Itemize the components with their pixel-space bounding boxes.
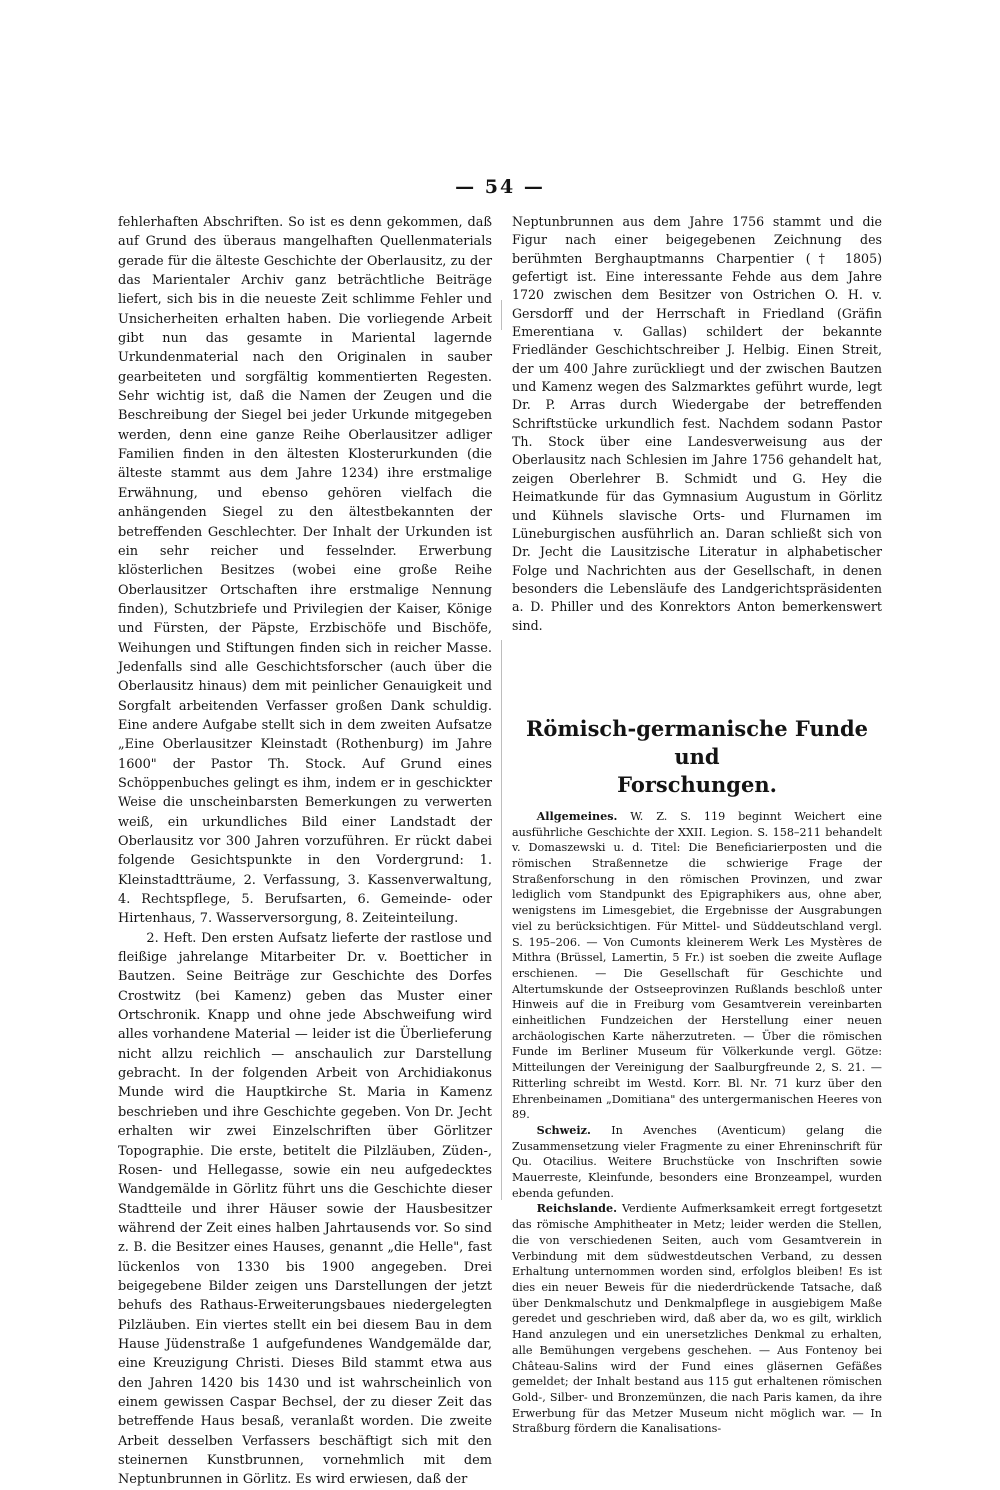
allgemeines-text: W. Z. S. 119 beginnt Weichert eine ausführliche Geschichte der XXII. Legion. S. 158–211 behandelt v. Domaszewski u. d. Titel: Die Beneficiarierposten und die römischen Straßennetze die schwierige Frage der Straßenforschung in den römischen Provinzen, und zwar lediglich vom Standpunkt des Epigraphikers aus, ohne aber, wenigstens im Limesgebiet, die Ergebnisse der Ausgrabungen viel zu berücksichtigen. Für Mittel- und Süddeutschland vergl. S. 195–206. — Von Cumonts kleinerem Werk Les Mystères de Mithra (Brüssel, Lamertin, 5 Fr.) ist soeben die zweite Auflage erschienen. — Die Gesellschaft für Geschichte und Altertumskunde der Ostseeprovinzen Rußlands beschloß unter Hinweis auf die in Freiburg vom Gesamtverein vereinbarten einheitlichen Fundzeichen der Herstellung einer neuen archäologischen Karte näherzutreten. — Über die römischen Funde im Berliner Museum für Völkerkunde vergl. Götze: Mitteilungen der Vereinigung der Saalburgfreunde 2, S. 21. — Ritterling schreibt im Westd. Korr. Bl. Nr. 71 kurz über den Ehrenbeinamen „Domitiana" des untergermanischen Heeres von 89. bbox=[512, 809, 882, 1122]
schweiz-text: In Avenches (Aventicum) gelang die Zusammensetzung vieler Fragmente zu einer Ehreninschrift für Qu. Otacilius. Weitere Bruchstücke von Inschriften sowie Mauerreste, Kleinfunde, besonders eine Bronzeampel, wurden ebenda gefunden. bbox=[512, 1123, 882, 1200]
left-paragraph-1: fehlerhaften Abschriften. So ist es denn gekommen, daß auf Grund des überaus mangelhaften Quellenmaterials gerade für die älteste Geschichte der Oberlausitz, zu der das Marientaler Archiv ganz beträchtliche Beiträge liefert, sich bis in die neueste Zeit schlimme Fehler und Unsicherheiten erhalten haben. Die vorliegende Arbeit gibt nun das gesamte in Mariental lagernde Urkundenmaterial nach den Originalen in sauber gearbeiteten und sorgfältig kommentierten Regesten. Sehr wichtig ist, daß die Namen der Zeugen und die Beschreibung der Siegel bei jeder Urkunde mitgegeben werden, denn eine ganze Reihe Oberlausitzer adliger Familien finden in den ältesten Klosterurkunden (die älteste stammt aus dem Jahre 1234) ihre erstmalige Erwähnung, und ebenso gehören vielfach die anhängenden Siegel zu den ältestbekannten der betreffenden Geschlechter. Der Inhalt der Urkunden ist ein sehr reicher und fesselnder. Erwerbung klösterlichen Besitzes (wobei eine große Reihe Oberlausitzer Ortschaften ihre erstmalige Nennung finden), Schutzbriefe und Privilegien der Kaiser, Könige und Fürsten, der Päpste, Erzbischöfe und Bischöfe, Weihungen und Stiftungen finden sich in reicher Masse. Jedenfalls sind alle Geschichtsforscher (auch über die Oberlausitz hinaus) dem mit peinlicher Genauigkeit und Sorgfalt arbeitenden Verfasser großen Dank schuldig. Eine andere Aufgabe stellt sich in dem zweiten Aufsatze „Eine Oberlausitzer Kleinstadt (Rothenburg) im Jahre 1600" der Pastor Th. Stock. Auf Grund eines Schöppenbuches gelingt es ihm, indem er in geschickter Weise die unscheinbarsten Bemerkungen zu verwerten weiß, ein urkundliches Bild einer Landstadt der Oberlausitz vor 300 Jahren vorzuführen. Er rückt dabei folgende Gesichtspunkte in den Vordergrund: 1. Kleinstadtträume, 2. Verfassung, 3. Kassenverwaltung, 4. Rechtspflege, 5. Berufsarten, 6. Gemeinde- oder Hirtenhaus, 7. Wasserversorgung, 8. Zeiteinteilung. bbox=[118, 215, 492, 927]
column-divider bbox=[501, 300, 502, 330]
section-heading-line-2: Forschungen. bbox=[617, 771, 777, 797]
allgemeines-lead: Allgemeines. bbox=[536, 808, 618, 823]
column-divider-lower bbox=[501, 640, 502, 1200]
reichslande-paragraph bbox=[512, 1201, 882, 1437]
allgemeines-paragraph bbox=[512, 809, 882, 1123]
page-number: — 54 — bbox=[455, 176, 545, 198]
schweiz-lead: Schweiz. bbox=[536, 1122, 591, 1137]
left-column bbox=[118, 213, 492, 1490]
schweiz-paragraph bbox=[512, 1123, 882, 1202]
left-paragraph-2: 2. Heft. Den ersten Aufsatz lieferte der rastlose und fleißige jahrelange Mitarbeiter Dr. v. Boetticher in Bautzen. Seine Beiträge zur Geschichte des Dorfes Crostwitz (bei Kamenz) geben das Muster einer Ortschronik. Knapp und ohne jede Abschweifung wird alles vorhandene Material — leider ist die Überlieferung nicht allzu reichlich — anschaulich zur Darstellung gebracht. In der folgenden Arbeit von Archidiakonus Munde wird die Hauptkirche St. Maria in Kamenz beschrieben und ihre Geschichte gegeben. Von Dr. Jecht erhalten wir zwei Einzelschriften über Görlitzer Topographie. Die erste, betitelt die Pilzläuben, Züden-, Rosen- und Hellegasse, sowie ein neu aufgedecktes Wandgemälde in Görlitz führt uns die Geschichte dieser Stadtteile und ihrer Häuser sowie der Hausbesitzer während der Zeit eines halben Jahrtausends vor. So sind z. B. die Besitzer eines Hauses, genannt „die Helle", fast lückenlos von 1330 bis 1900 angegeben. Drei beigegebene Bilder zeigen uns Darstellungen der jetzt behufs des Rathaus-Erweiterungsbaues niedergelegten Pilzläuben. Ein viertes stellt ein bei diesem Bau in dem Hause Jüdenstraße 1 aufgefundenes Wandgemälde dar, eine Kreuzigung Christi. Dieses Bild stammt etwa aus den Jahren 1420 bis 1430 und ist wahrscheinlich von einem gewissen Caspar Bechsel, der zu dieser Zeit das betreffende Haus besaß, veranlaßt worden. Die zweite Arbeit desselben Verfassers beschäftigt sich mit den steinernen Kunstbrunnen, vornehmlich mit dem Neptunbrunnen in Görlitz. Es wird erwiesen, daß der bbox=[118, 930, 492, 1488]
section-heading bbox=[512, 715, 882, 799]
right-column bbox=[512, 213, 882, 1437]
section-heading-line-1: Römisch-germanische Funde und bbox=[525, 715, 869, 769]
right-paragraph-1: Neptunbrunnen aus dem Jahre 1756 stammt und die Figur nach einer beigegebenen Zeichnung des berühmten Berghauptmanns Charpentier († 1805) gefertigt ist. Eine interessante Fehde aus dem Jahre 1720 zwischen dem Besitzer von Ostrichen O. H. v. Gersdorff und der Herrschaft in Friedland (Gräfin Emerentiana v. Gallas) schildert der bekannte Friedländer Geschichtschreiber J. Helbig. Einen Streit, der um 400 Jahre zurückliegt und der zwischen Bautzen und Kamenz wegen des Salzmarktes geführt wurde, legt Dr. P. Arras durch Wiedergabe der betreffenden Schriftstücke urkundlich fest. Nachdem sodann Pastor Th. Stock über eine Landesverweisung aus der Oberlausitz nach Schlesien im Jahre 1756 gehandelt hat, zeigen Oberlehrer B. Schmidt und G. Hey die Heimatkunde für das Gymnasium Augustum in Görlitz und Kühnels slavische Orts- und Flurnamen im Lüneburgischen ausführlich an. Daran schließt sich von Dr. Jecht die Lausitzische Literatur in alphabetischer Folge und Nachrichten aus der Gesellschaft, in denen besonders die Lebensläufe des Landgerichtspräsidenten a. D. Philler und des Konrektors Anton bemerkenswert sind. bbox=[512, 214, 882, 633]
reichslande-lead: Reichslande. bbox=[536, 1201, 618, 1216]
reichslande-text: Verdiente Aufmerksamkeit erregt fortgesetzt das römische Amphitheater in Metz; leider werden die Stellen, die von verschiedenen Seiten, auch vom Gesamtverein in Verbindung mit dem südwestdeutschen Verband, zu dessen Erhaltung unternommen worden sind, erfolglos bleiben! Es ist dies ein neuer Beweis für die niederdrückende Tatsache, daß über Denkmalschutz und Denkmalpflege in ausgiebigem Maße geredet und geschrieben wird, daß aber da, wo es gilt, wirklich Hand anzulegen und ein unersetzliches Denkmal zu erhalten, alle Bemühungen vergebens geschehen. — Aus Fontenoy bei Château-Salins wird der Fund eines gläsernen Gefäßes gemeldet; der Inhalt bestand aus 115 gut erhaltenen römischen Gold-, Silber- und Bronzemünzen, die nach Paris kamen, da ihre Erwerbung für das Metzer Museum nicht möglich war. — In Straßburg fördern die Kanalisations- bbox=[512, 1202, 882, 1436]
